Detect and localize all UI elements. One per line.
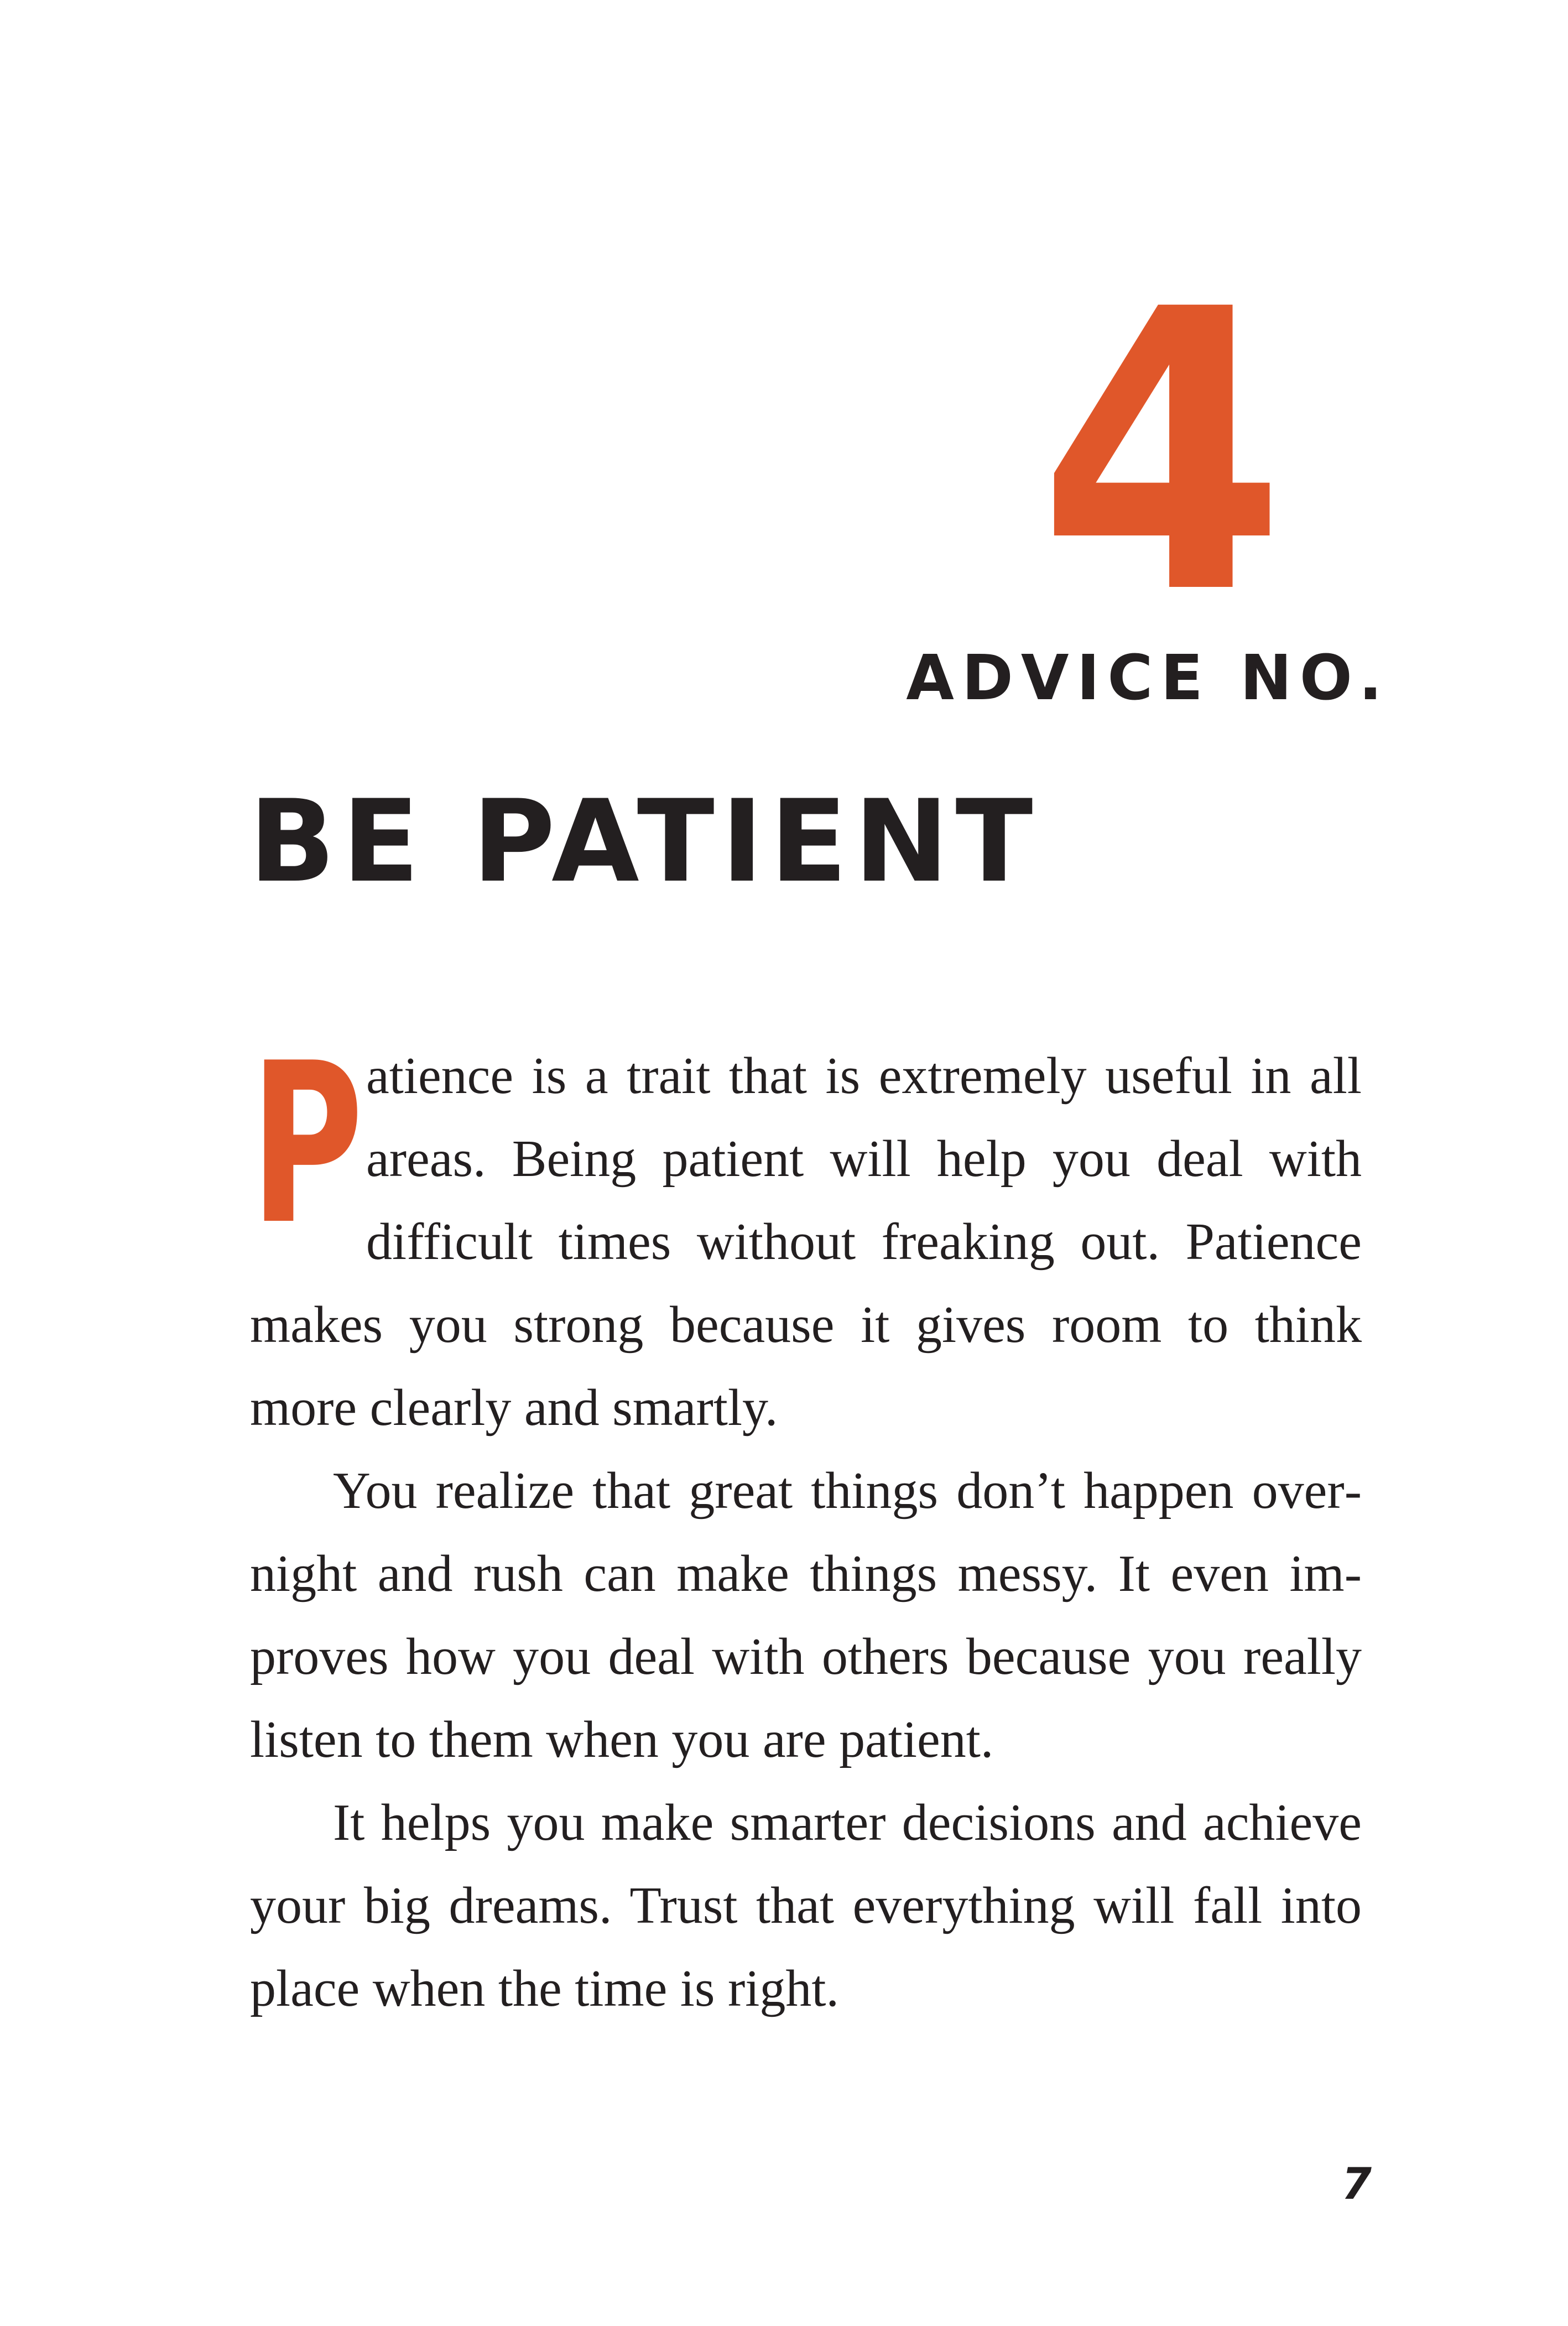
- paragraph-3: It helps you make smarter decisions and achieve your big dreams. Trust that everything will fall into place when the time is right.: [250, 1794, 1362, 2017]
- page-number: 7: [1341, 2160, 1372, 2209]
- advice-label: ADVICE NO.: [906, 642, 1390, 714]
- paragraph-1: [250, 1016, 1362, 1449]
- drop-cap: P: [250, 1016, 364, 1273]
- chapter-title: BE PATIENT: [249, 776, 1040, 908]
- body-text: [250, 1016, 1362, 2030]
- chapter-number: 4: [1038, 228, 1286, 679]
- paragraph-2: You realize that great things don’t happen overnight and rush can make things messy. It even improves how you deal with others because you really listen to them when you are patient.: [250, 1462, 1362, 1768]
- paragraph-1-text: atience is a trait that is extremely useful in all areas. Being patient will help you deal with difficult times without freaking out. Patience makes you strong because it gives room to think more clearly and smartly.: [250, 1047, 1362, 1437]
